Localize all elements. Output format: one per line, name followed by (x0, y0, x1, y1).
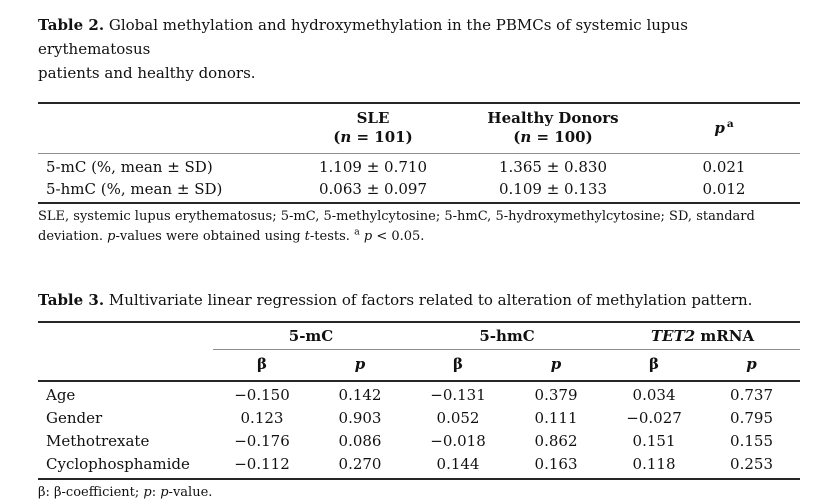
table2-p-sup: a (726, 117, 734, 130)
t3-grp2-text: 5-hmC (479, 327, 535, 345)
cell-age-beta-tet2: 0.034 (632, 386, 676, 404)
table2-header-row (38, 103, 800, 154)
t3-fn-p2: p (160, 485, 169, 500)
table3-row-gender-label: Gender (46, 409, 103, 427)
t2-fn-p1: p (107, 229, 116, 244)
cell-gender-p-tet2: 0.795 (730, 409, 773, 427)
cell-mtx-beta-5mc: −0.176 (234, 432, 290, 450)
t3-grp3-em: TET2 (650, 327, 696, 345)
table3-caption-text: Multivariate linear regression of factors related to alteration of methylation pattern. (108, 291, 753, 309)
cell-cyc-beta-5mc: −0.112 (234, 455, 290, 473)
cell-gender-beta-tet2: −0.027 (626, 409, 682, 427)
table2-row-5mc-sle: 1.109 ± 0.710 (319, 158, 427, 176)
table3-row-gender (38, 407, 800, 430)
table2-header-empty (38, 103, 288, 154)
cell-mtx-p-5mc: 0.086 (338, 432, 382, 450)
table2-row-5mc-label: 5-mC (%, mean ± SD) (46, 158, 213, 176)
table3-row-age (38, 381, 800, 407)
table2-caption (38, 13, 800, 85)
table3-sub-beta-5hmc: β (409, 350, 507, 382)
healthy-n-rest: = 100) (531, 128, 593, 146)
cell-mtx-p-5hmc: 0.862 (534, 432, 578, 450)
t2-fn-t: t (304, 229, 310, 244)
table2-row-5hmc (38, 178, 800, 203)
table3-sub-beta-5mc: β (213, 350, 311, 382)
table2-footnote (38, 207, 800, 247)
table3-group-5mc (213, 322, 409, 350)
table2-row-5mc (38, 154, 800, 179)
table2-caption-line2: patients and healthy donors. (38, 64, 256, 82)
sle-n-rest: = 101) (351, 128, 413, 146)
t3-grp3-text: mRNA (695, 327, 755, 345)
table2-header-p (648, 103, 800, 154)
table3-subheader-row (38, 350, 800, 382)
table2-header-healthy-name: Healthy Donors (487, 109, 619, 127)
table2-caption-line1: Global methylation and hydroxymethylation in the PBMCs of systemic lupus erythematosus (38, 16, 688, 58)
table3-caption (38, 288, 800, 312)
t3-fn-s3: : (151, 485, 161, 500)
cell-gender-p-5mc: 0.903 (338, 409, 382, 427)
table2-row-5mc-healthy: 1.365 ± 0.830 (499, 158, 607, 176)
table3-sub-p-5mc: p (311, 350, 409, 382)
cell-mtx-beta-tet2: 0.151 (632, 432, 676, 450)
t3-fn-s5: -value. (168, 485, 213, 500)
t3-fn-p1: p (143, 485, 152, 500)
table3-group-tet2-mrna (605, 322, 800, 350)
table3-sub-p-tet2: p (703, 350, 800, 382)
table3-group-empty (38, 322, 213, 350)
table2-caption-label: Table 2. (38, 16, 105, 34)
table2-row-5hmc-p: 0.012 (702, 180, 746, 198)
t2-fn-s1: SLE, systemic lupus erythematosus; 5-mC, 5-methylcytosine; 5-hmC, 5-hydroxymethylcytosine; SD, standard deviation. (38, 209, 755, 244)
healthy-n-var: n (520, 128, 532, 146)
sle-n-open: ( (333, 128, 341, 146)
table2-row-5hmc-label: 5-hmC (%, mean ± SD) (46, 180, 223, 198)
cell-gender-beta-5hmc: 0.052 (436, 409, 480, 427)
table3-caption-label: Table 3. (38, 291, 105, 309)
t3-fn-s1: β: β-coefficient; (38, 485, 144, 500)
cell-cyc-beta-tet2: 0.118 (632, 455, 676, 473)
cell-gender-beta-5mc: 0.123 (240, 409, 284, 427)
table2-row-5hmc-healthy: 0.109 ± 0.133 (499, 180, 607, 198)
table3-group-header-row (38, 322, 800, 350)
table3-row-methotrexate-label: Methotrexate (46, 432, 150, 450)
table3-row-age-label: Age (46, 386, 76, 404)
cell-gender-p-5hmc: 0.111 (534, 409, 578, 427)
cell-mtx-beta-5hmc: −0.018 (430, 432, 486, 450)
t2-fn-s3: -values were obtained using (115, 229, 305, 244)
table2-header-healthy-n (458, 128, 648, 147)
table3-sub-p-5hmc: p (507, 350, 605, 382)
t3-grp1-text: 5-mC (288, 327, 334, 345)
cell-cyc-p-5hmc: 0.163 (534, 455, 578, 473)
table2-header-healthy (458, 103, 648, 154)
cell-age-p-5mc: 0.142 (338, 386, 382, 404)
cell-mtx-p-tet2: 0.155 (730, 432, 773, 450)
cell-age-beta-5mc: −0.150 (234, 386, 290, 404)
table2 (38, 102, 800, 204)
healthy-n-open: ( (513, 128, 521, 146)
cell-cyc-p-5mc: 0.270 (338, 455, 382, 473)
table2-row-5mc-p: 0.021 (702, 158, 746, 176)
table3-row-cyclophosphamide (38, 453, 800, 479)
table3-sub-beta-tet2: β (605, 350, 703, 382)
cell-cyc-p-tet2: 0.253 (730, 455, 773, 473)
table2-header-sle (288, 103, 458, 154)
table2-header-sle-name: SLE (356, 109, 390, 127)
table2-header-sle-n (288, 128, 458, 147)
table3-group-5hmc (409, 322, 605, 350)
table3-sub-empty (38, 350, 213, 382)
table2-p-var: p (714, 118, 725, 137)
table3-row-cyclophosphamide-label: Cyclophosphamide (46, 455, 190, 473)
sle-n-var: n (340, 128, 352, 146)
cell-age-p-5hmc: 0.379 (534, 386, 578, 404)
t2-fn-s5: -tests. (309, 229, 355, 244)
table3-row-methotrexate (38, 430, 800, 453)
t2-fn-s8: < 0.05. (372, 229, 425, 244)
table2-row-5hmc-sle: 0.063 ± 0.097 (319, 180, 427, 198)
cell-age-p-tet2: 0.737 (730, 386, 773, 404)
table3-footnote (38, 483, 800, 503)
cell-age-beta-5hmc: −0.131 (430, 386, 486, 404)
t2-fn-p2: p (363, 229, 373, 244)
t2-fn-sup-a: a (354, 226, 360, 238)
cell-cyc-beta-5hmc: 0.144 (436, 455, 480, 473)
table3 (38, 321, 800, 480)
